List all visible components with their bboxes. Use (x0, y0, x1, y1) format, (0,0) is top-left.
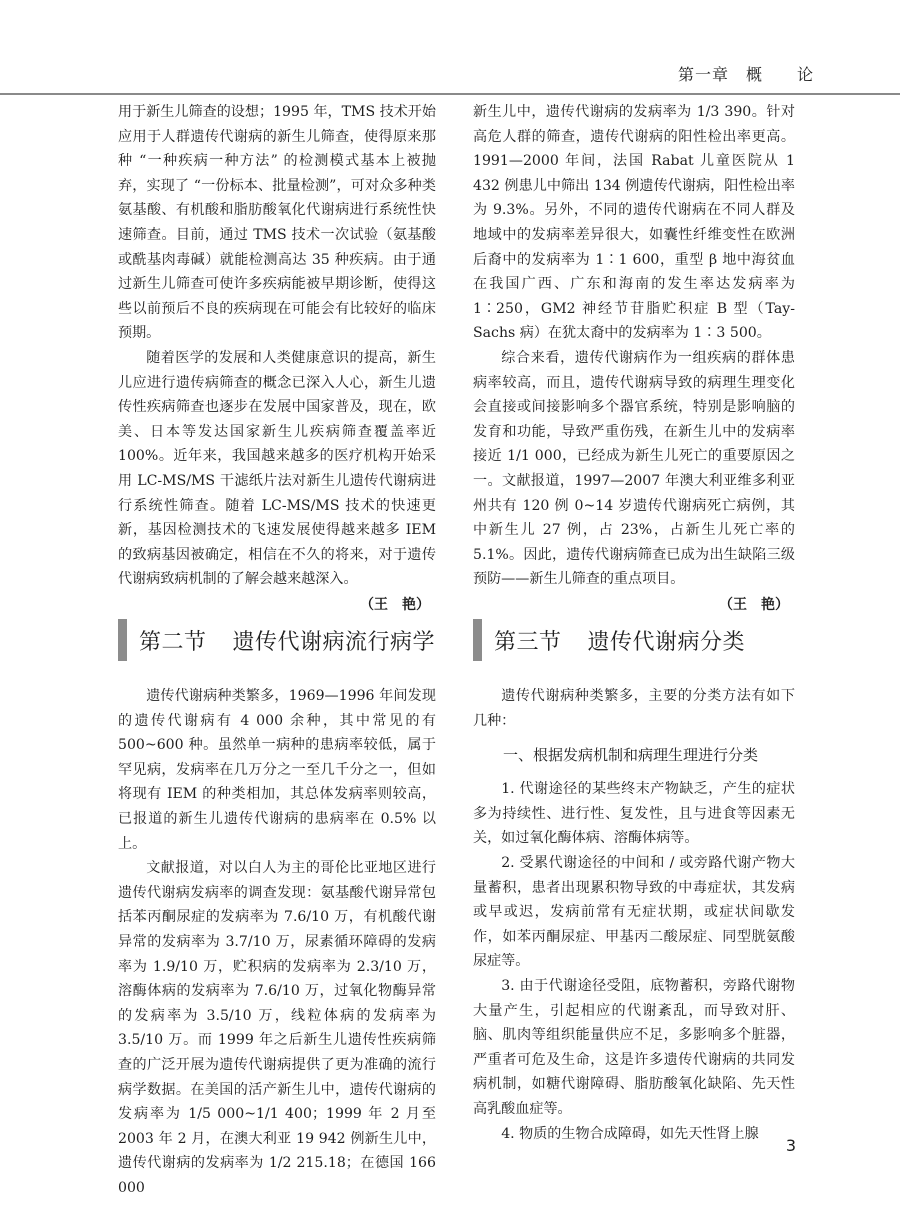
author-signature: （王 艳） (360, 596, 430, 613)
running-header: 第一章 概 论 (677, 65, 814, 84)
heading-bar (118, 619, 127, 661)
section-heading-3 (473, 619, 795, 661)
list-item: 3. 由于代谢途径受阻，底物蓄积，旁路代谢物大量产生，引起相应的代谢紊乱，而导致对肝、脑、肌肉等组织能量供应不足，多影响多个脏器，严重者可危及生命，这是许多遗传代谢病的共同发病机制，如糖代谢障碍、脂肪酸氧化缺陷、先天性高乳酸血症等。 (473, 977, 795, 1117)
section-number: 第三节 (494, 629, 562, 655)
section-number: 第二节 (139, 629, 207, 655)
section-heading-2 (118, 619, 436, 661)
header-rule (0, 93, 900, 95)
section-title: 遗传代谢病流行病学 (232, 629, 436, 655)
section-3-body (473, 684, 795, 1146)
right-column-top (473, 100, 795, 616)
paragraph: 新生儿中，遗传代谢病的发病率为 1/3 390。针对高危人群的筛查，遗传代谢病的阳性检出率更高。1991—2000 年间，法国 Rabat 儿童医院从 1 432 例患儿中筛出 134 例遗传代谢病，阳性检出率为 9.3%。另外，不同的遗传代谢病在不同人群及地域中的发病率差异很大，如囊性纤维变性在欧洲后裔中的发病率为 1∶1 600，重型 β 地中海贫血在我国广西、广东和海南的发生率达发病率为 1∶250，GM2 神经节苷脂贮积症 B 型（Tay-Sachs 病）在犹太裔中的发病率为 1∶3 500。 (473, 104, 795, 342)
section-2-body (118, 684, 436, 1200)
author-signature: （王 艳） (719, 596, 789, 613)
left-column-top (118, 100, 436, 616)
paragraph: 用于新生儿筛查的设想；1995 年，TMS 技术开始应用于人群遗传代谢病的新生儿筛查，使得原来那种 “一种疾病一种方法” 的检测模式基本上被抛弃，实现了 “一份标本、批量检测”，可对众多种类氨基酸、有机酸和脂肪酸氧化代谢病进行系统性快速筛查。目前，通过 TMS 技术一次试验（氨基酸或酰基肉毒碱）就能检测高达 35 种疾病。由于通过新生儿筛查可使许多疾病能被早期诊断，使得这些以前预后不良的疾病现在可能会有比较好的临床预期。 (118, 104, 436, 342)
paragraph: 文献报道，对以白人为主的哥伦比亚地区进行遗传代谢病发病率的调查发现：氨基酸代谢异常包括苯丙酮尿症的发病率为 7.6/10 万，有机酸代谢异常的发病率为 3.7/10 万，尿素循环障碍的发病率为 1.9/10 万，贮积病的发病率为 2.3/10 万，溶酶体病的发病率为 7.6/10 万，过氧化物酶异常的发病率为 3.5/10 万，线粒体病的发病率为 3.5/10 万。而 1999 年之后新生儿遗传性疾病筛查的广泛开展为遗传代谢病提供了更为准确的流行病学数据。在美国的活产新生儿中，遗传代谢病的发病率为 1/5 000~1/1 400；1999 年 2 月至 2003 年 2 月，在澳大利亚 19 942 例新生儿中，遗传代谢病的发病率为 1/2 215.18；在德国 166 000 (118, 860, 436, 1196)
paragraph: 综合来看，遗传代谢病作为一组疾病的群体患病率较高，而且，遗传代谢病导致的病理生理变化会直接或间接影响多个器官系统，特别是影响脑的发育和功能，导致严重伤残，在新生儿中的发病率接近 1/1 000，已经成为新生儿死亡的重要原因之一。文献报道，1997—2007 年澳大利亚维多利亚州共有 120 例 0~14 岁遗传代谢病死亡病例，其中新生儿 27 例，占 23%，占新生儿死亡率的 5.1%。因此，遗传代谢病筛查已成为出生缺陷三级预防——新生儿筛查的重点项目。 (473, 349, 795, 588)
paragraph: 随着医学的发展和人类健康意识的提高，新生儿应进行遗传病筛查的概念已深入人心，新生儿遗传性疾病筛查也逐步在发展中国家普及，现在，欧美、日本等发达国家新生儿疾病筛查覆盖率近 100%。近年来，我国越来越多的医疗机构开始采用 LC-MS/MS 干滤纸片法对新生儿遗传代谢病进行系统性筛查。随着 LC-MS/MS 技术的快速更新，基因检测技术的飞速发展使得越来越多 IEM 的致病基因被确定，相信在不久的将来，对于遗传代谢病致病机制的了解会越来越深入。 (118, 349, 436, 588)
paragraph: 遗传代谢病种类繁多，主要的分类方法有如下几种： (473, 688, 795, 729)
paragraph: 遗传代谢病种类繁多，1969—1996 年间发现的遗传代谢病有 4 000 余种，其中常见的有 500~600 种。虽然单一病种的患病率较低，属于罕见病，发病率在几万分之一至几千分之一，但如将现有 IEM 的种类相加，其总体发病率则较高，已报道的新生儿遗传代谢病的患病率在 0.5% 以上。 (118, 688, 436, 852)
page-number: 3 (785, 1136, 796, 1155)
list-item: 2. 受累代谢途径的中间和 / 或旁路代谢产物大量蓄积，患者出现累积物导致的中毒症状，其发病或早或迟，发病前常有无症状期，或症状间歇发作，如苯丙酮尿症、甲基丙二酸尿症、同型胱氨酸尿症等。 (473, 854, 795, 970)
list-item: 4. 物质的生物合成障碍，如先天性肾上腺 (501, 1125, 759, 1142)
section-title: 遗传代谢病分类 (587, 629, 746, 655)
list-item: 1. 代谢途径的某些终末产物缺乏，产生的症状多为持续性、进行性、复发性，且与进食等因素无关，如过氧化酶体病、溶酶体病等。 (473, 781, 795, 847)
subsection-heading: 一、根据发病机制和病理生理进行分类 (503, 746, 759, 765)
heading-bar (473, 619, 482, 661)
